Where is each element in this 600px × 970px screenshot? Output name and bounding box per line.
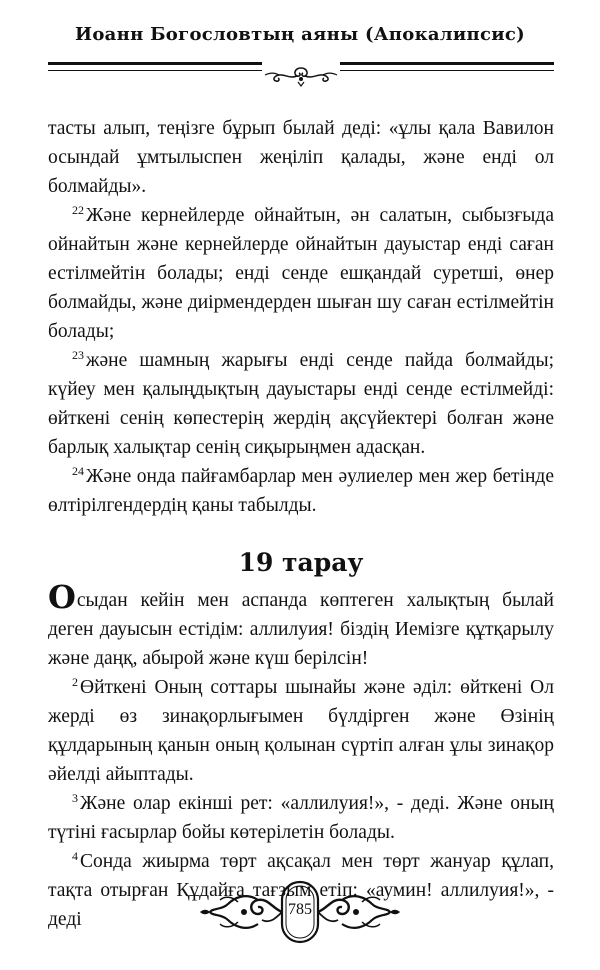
verse-text: Және онда пайғамбарлар мен әулиелер мен жер бетінде өлтірілгендердің қаны табылды. — [48, 466, 554, 516]
verse-number: 4 — [72, 849, 78, 863]
verse-text: Өйткені Оның соттары шынайы және әділ: өйткені Ол жерді өз зинақорлығымен бүлдірген және Өзінің құлдарының қанын оның қолынан сүртіп алған ұлы зинақор әйелді айыптады. — [48, 677, 554, 785]
verse-2 — [48, 673, 554, 789]
verse-3 — [48, 789, 554, 847]
drop-cap: О — [48, 578, 76, 616]
verse-number: 2 — [72, 675, 78, 689]
verse-23 — [48, 346, 554, 462]
chapter-first-paragraph — [48, 578, 554, 673]
verse-22 — [48, 201, 554, 346]
continued-paragraph: тасты алып, теңізге бұрып былай деді: «ұлы қала Вавилон осындай ұмтылыспен жеңіліп қалады, және енді ол болмайды». — [48, 118, 554, 197]
flourish-ornament-icon — [262, 62, 340, 88]
verse-number: 22 — [72, 203, 84, 217]
verse-number: 23 — [72, 348, 84, 362]
chapter-heading: 19 тарау — [238, 548, 364, 577]
first-paragraph-text: сыдан кейін мен аспанда көптеген халықтың былай деген дауысын естідім: аллилуия! біздің Иемізге құтқарылу және даңқ, абырой және күш берілсін! — [48, 590, 554, 669]
page-body — [48, 114, 554, 934]
verse-text: және шамның жарығы енді сенде пайда болмайды; күйеу мен қалыңдықтың дауыстары енді сенде естілмейді: өйткені сенің көпестерің жердің ақсүйектері болған және барлық халықтар сенің сиқырыңмен адасқан. — [48, 350, 554, 458]
verse-number: 3 — [72, 791, 78, 805]
verse-text: Және олар екінші рет: «аллилуия!», - деді. Және оның түтіні ғасырлар бойы көтерілетін болады. — [48, 793, 554, 843]
running-title: Иоанн Богословтың аяны (Апокалипсис) — [75, 24, 525, 45]
page-number: 785 — [288, 901, 312, 918]
verse-text: Және кернейлерде ойнайтын, ән салатын, сыбызғыда ойнайтын және кернейлерде ойнайтын дауыстар енді саған естілмейтін болады; енді сенде ешқандай суретші, өнер болмайды, және диірмендерден шыған шу саған естілмейтін болады; — [48, 205, 554, 342]
verse-24 — [48, 462, 554, 520]
verse-text: Сонда жиырма төрт ақсақал мен төрт жануар құлап, тақта отырған Құдайға тағзым етіп: «аумин! аллилуия!», - деді — [48, 851, 554, 930]
verse-number: 24 — [72, 464, 84, 478]
